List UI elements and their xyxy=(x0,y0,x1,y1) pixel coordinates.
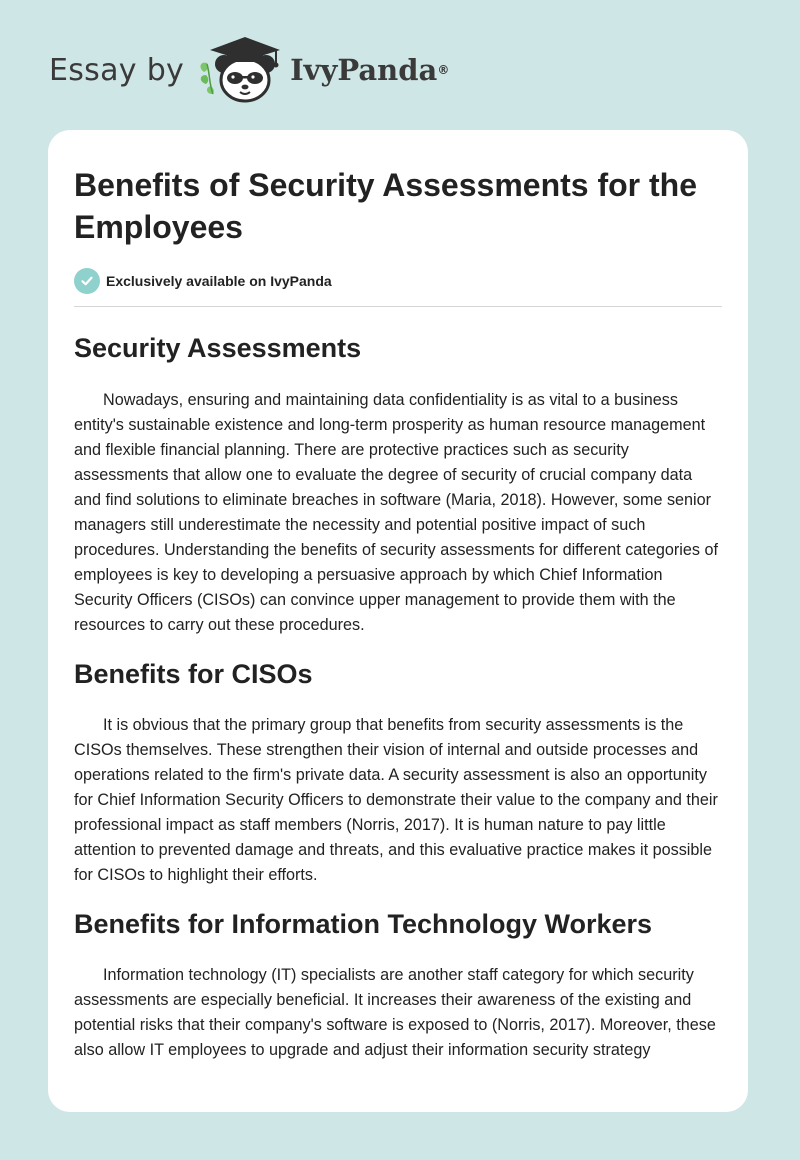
section-paragraph-benefits-it-workers: Information technology (IT) specialists are another staff category for which security assessments are especially beneficial. It increases their awareness of the existing and potential risks that their company's software is exposed to (Norris, 2017). Moreover, these also allow IT employees to upgrade and adjust their information security strategy xyxy=(74,966,716,1059)
section-heading-benefits-cisos: Benefits for CISOs xyxy=(74,659,313,689)
section-heading-benefits-it-workers: Benefits for Information Technology Workers xyxy=(74,909,653,939)
brand-header[interactable] xyxy=(49,34,449,106)
section-paragraph-security-assessments: Nowadays, ensuring and maintaining data confidentiality is as vital to a business entity's sustainable existence and long-term prosperity as human resource management and flexible financial planning. There are protective practices such as security assessments that allow one to evaluate the degree of security of crucial company data and find solutions to eliminate breaches in software (Maria, 2018). However, some senior managers still underestimate the necessity and potential positive impact of such procedures. Understanding the benefits of security assessments for different categories of employees is key to developing a persuasive approach by which Chief Information Security Officers (CISOs) can convince upper management to provide them with the resources to carry out these procedures. xyxy=(74,391,718,634)
exclusive-badge xyxy=(74,268,722,294)
brand-name: IvyPanda xyxy=(290,53,438,87)
divider xyxy=(74,306,722,307)
brand-prefix: Essay by xyxy=(49,52,185,88)
document-card xyxy=(48,130,748,1112)
exclusive-label: Exclusively available on IvyPanda xyxy=(106,273,332,289)
page-title: Benefits of Security Assessments for the Employees xyxy=(74,167,697,245)
panda-graduate-logo-icon xyxy=(196,34,288,106)
brand-registered-mark: ® xyxy=(437,63,450,77)
section-heading-security-assessments: Security Assessments xyxy=(74,333,362,363)
check-circle-icon xyxy=(74,268,100,294)
section-paragraph-benefits-cisos: It is obvious that the primary group that benefits from security assessments is the CISOs themselves. These strengthen their vision of internal and outside processes and operations related to the firm's private data. A security assessment is also an opportunity for Chief Information Security Officers to demonstrate their value to the company and their professional impact as staff members (Norris, 2017). It is human nature to pay little attention to prevented damage and threats, and this evaluative practice makes it possible for CISOs to highlight their efforts. xyxy=(74,716,718,884)
